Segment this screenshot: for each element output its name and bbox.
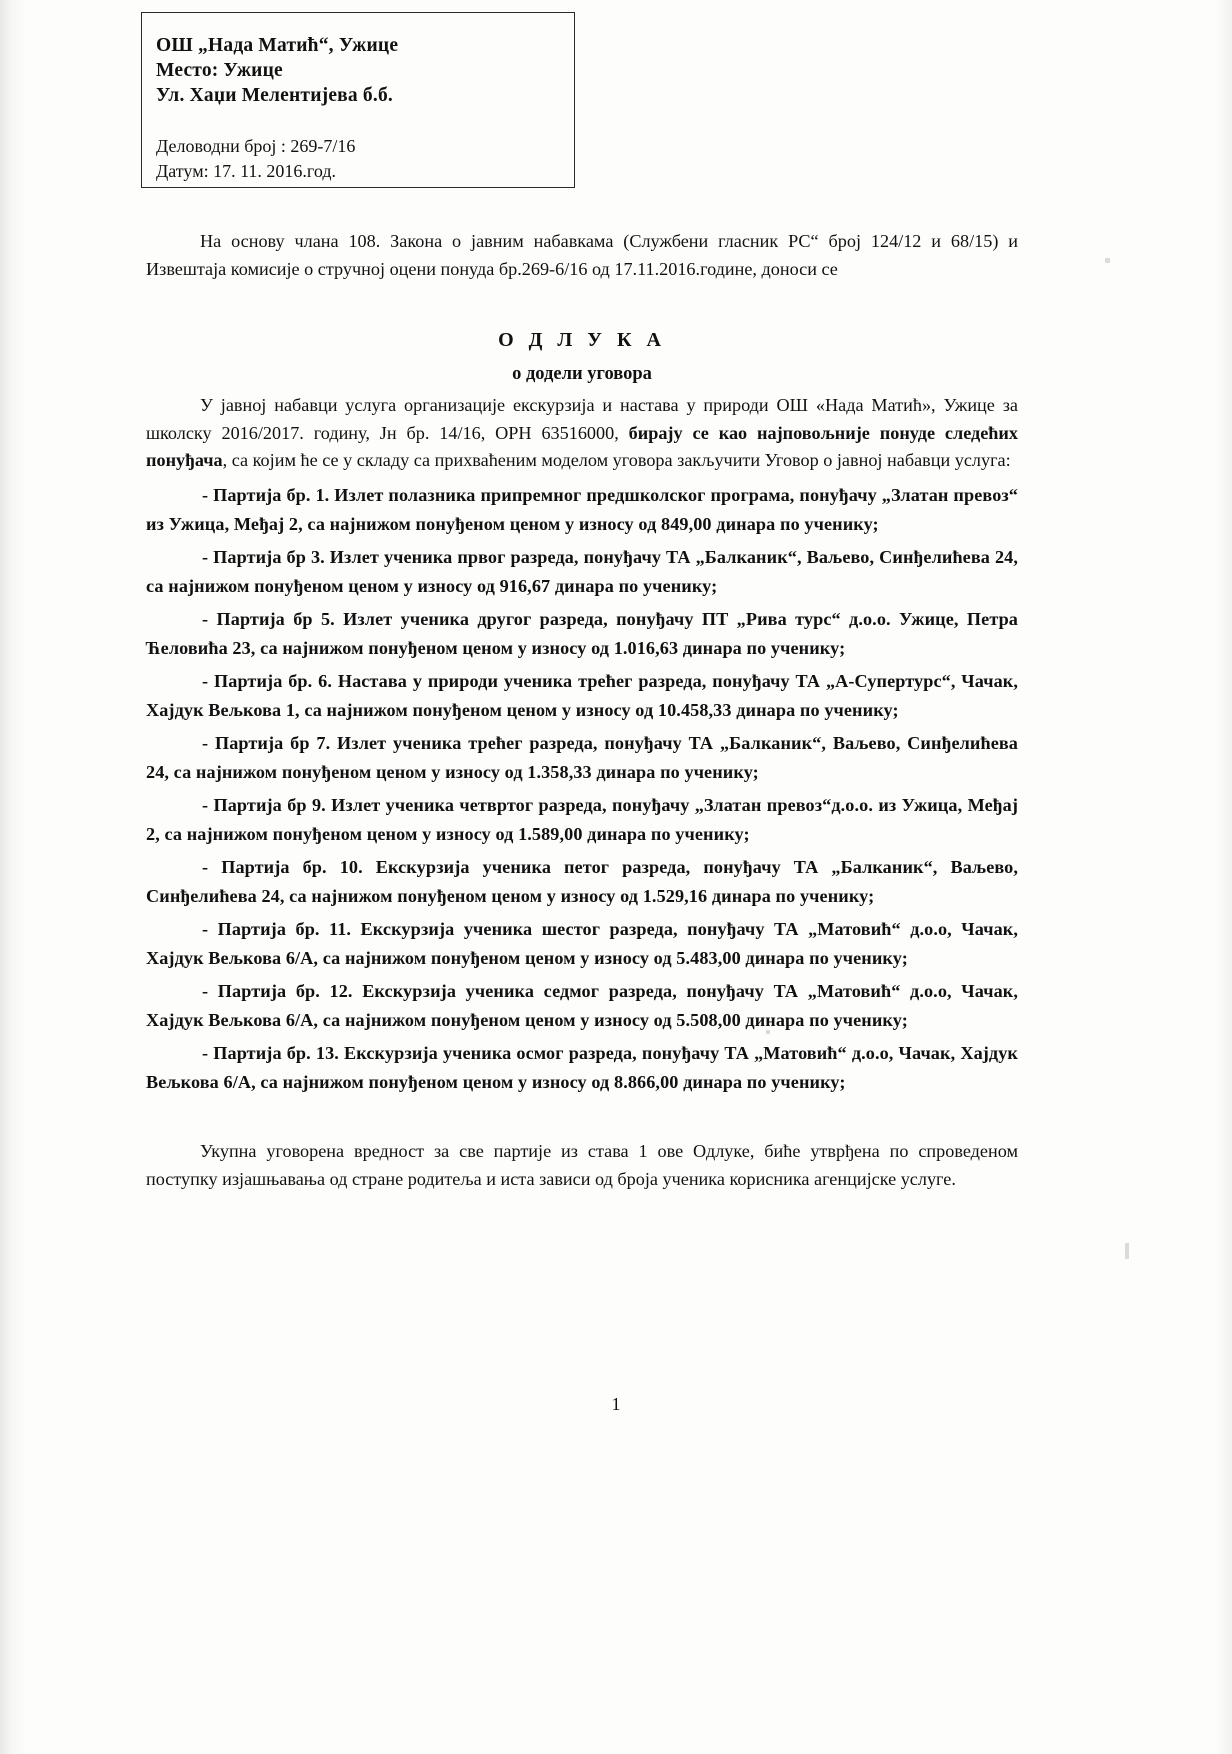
lead-bold-phrase: бирају се као најповољније понуде следећих понуђача	[146, 422, 1018, 470]
school-name: ОШ „Нада Матић“, Ужице	[156, 35, 399, 56]
letterhead-box	[141, 12, 575, 188]
scan-edge-left	[0, 0, 26, 1754]
lead-part-2: , са којим ће се у складу са прихваћеним моделом уговора закључити Уговор о јавној набавци услуга:	[222, 450, 1011, 470]
lot-item: - Партија бр. 6. Настава у природи ученика трећег разреда, понуђачу ТА „А-Супертурс“, Чачак, Хајдук Вељкова 1, са најнижом понуђеном ценом у износу од 10.458,33 динара по ученику;	[146, 670, 1018, 720]
document-date: Датум: 17. 11. 2016.год.	[156, 161, 336, 181]
page-subtitle: о додели уговора	[512, 363, 652, 384]
school-address: Ул. Хаџи Мелентијева б.б.	[156, 85, 393, 106]
lead-paragraph	[146, 392, 1018, 475]
lot-item: - Партија бр. 13. Екскурзија ученика осмог разреда, понуђачу ТА „Матовић“ д.о.о, Чачак, Хајдук Вељкова 6/А, са најнижом понуђеном ценом у износу од 8.866,00 динара по ученику;	[146, 1042, 1018, 1092]
closing-paragraph: Укупна уговорена вредност за све партије из става 1 ове Одлуке, биће утврђена по спроведеном поступку изјашњавања од стране родитеља и иста зависи од броја ученика корисника агенцијске услуге.	[146, 1140, 1018, 1189]
page-number: 1	[611, 1394, 621, 1414]
scan-speck	[1125, 1243, 1129, 1259]
page-title: О Д Л У К А	[498, 329, 666, 351]
lead-part-1: У јавној набавци услуга организације екскурзија и настава у природи ОШ «Нада Матић», Ужице за школску 2016/2017. годину, Јн бр. 14/16, ОРН 63516000,	[146, 395, 1018, 443]
lot-item: - Партија бр 7. Излет ученика трећег разреда, понуђачу ТА „Балканик“, Ваљево, Синђелићева 24, са најнижом понуђеном ценом у износу од 1.358,33 динара по ученику;	[146, 732, 1018, 782]
scan-edge-right	[1216, 0, 1232, 1754]
registry-number: Деловодни број : 269-7/16	[156, 136, 356, 156]
document-body	[146, 228, 1018, 1193]
lot-item: - Партија бр 5. Излет ученика другог разреда, понуђачу ПТ „Рива турс“ д.о.о. Ужице, Петра Ћеловића 23, са најнижом понуђеном ценом у износу од 1.016,63 динара по ученику;	[146, 608, 1018, 658]
legal-basis-paragraph: На основу члана 108. Закона о јавним набавкама (Службени гласник РС“ број 124/12 и 68/15) и Извештаја комисије о стручној оцени понуда бр.269-6/16 од 17.11.2016.године, доноси се	[146, 231, 1018, 279]
lot-item: - Партија бр 9. Излет ученика четвртог разреда, понуђачу „Златан превоз“д.о.о. из Ужица, Међај 2, са најнижом понуђеном ценом у износу од 1.589,00 динара по ученику;	[146, 794, 1018, 844]
lot-item: - Партија бр 3. Излет ученика првог разреда, понуђачу ТА „Балканик“, Ваљево, Синђелићева 24, са најнижом понуђеном ценом у износу од 916,67 динара по ученику;	[146, 546, 1018, 596]
lot-item: - Партија бр. 10. Екскурзија ученика петог разреда, понуђачу ТА „Балканик“, Ваљево, Синђелићева 24, са најнижом понуђеном ценом у износу од 1.529,16 динара по ученику;	[146, 856, 1018, 906]
lot-item: - Партија бр. 1. Излет полазника припремног предшколског програма, понуђачу „Златан превоз“ из Ужица, Међај 2, са најнижом понуђеном ценом у износу од 849,00 динара по ученику;	[146, 484, 1018, 534]
lot-item: - Партија бр. 11. Екскурзија ученика шестог разреда, понуђачу ТА „Матовић“ д.о.о, Чачак, Хајдук Вељкова 6/А, са најнижом понуђеном ценом у износу од 5.483,00 динара по ученику;	[146, 918, 1018, 968]
lot-item: - Партија бр. 12. Екскурзија ученика седмог разреда, понуђачу ТА „Матовић“ д.о.о, Чачак, Хајдук Вељкова 6/А, са најнижом понуђеном ценом у износу од 5.508,00 динара по ученику;	[146, 980, 1018, 1030]
school-place: Место: Ужице	[156, 60, 283, 81]
scan-speck	[1105, 258, 1110, 263]
